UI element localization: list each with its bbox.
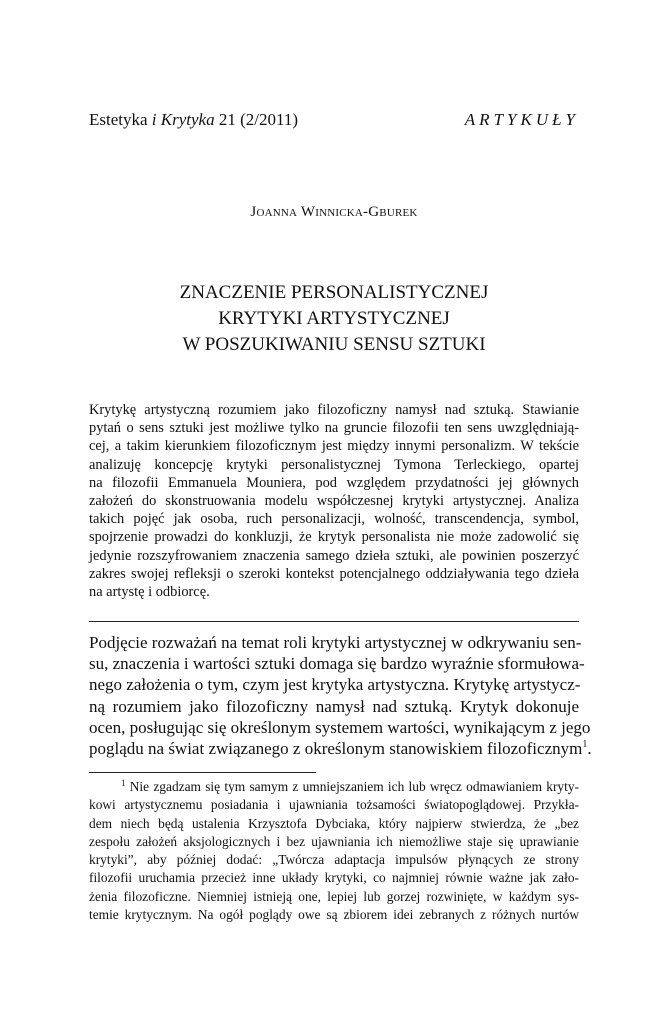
footnote-line: dem niech będą ustalenia Krzysztofa Dybciaka, który najpierw stwierdza, że „bez bbox=[89, 815, 579, 831]
abstract-line: cej, a takim kierunkiem filozoficznym jest między innymi personalizm. W tekście bbox=[89, 438, 579, 455]
footnote-line: kowi artystycznemu posiadania i ujawniania tożsamości światopoglądowej. Przykła- bbox=[89, 797, 579, 813]
journal-name-italic-krytyka: Krytyka bbox=[160, 110, 215, 129]
footnote-line: zespołu założeń aksjologicznych i bez ujawniania ich niemożliwe staje się uprawianie bbox=[89, 833, 579, 849]
journal-issue: 21 (2/2011) bbox=[214, 110, 299, 129]
body-line: poglądu na świat związanego z określonym stanowiskiem filozoficznym bbox=[89, 738, 583, 758]
article-title bbox=[89, 280, 579, 358]
footnote-line: krytyki”, aby później dodać: „Twórcza adaptacja impulsów płynących ze strony bbox=[89, 852, 579, 868]
abstract-line: spojrzenie prowadzi do konkluzji, że krytyk personalista nie może zadowolić się bbox=[89, 529, 579, 546]
body-line: su, znaczenia i wartości sztuki domaga się bardzo wyraźnie sformułowa- bbox=[89, 654, 585, 674]
footnote bbox=[89, 778, 579, 924]
abstract-line: Krytykę artystyczną rozumiem jako filozoficzny namysł nad sztuką. Stawianie bbox=[89, 402, 579, 418]
footnote-number: 1 bbox=[121, 778, 126, 788]
abstract-line: na artystę i odbiorcę. bbox=[89, 583, 210, 600]
footnote-line bbox=[89, 778, 579, 796]
abstract-line: pytań o sens sztuki jest możliwe tylko na gruncie filozofii ten sens uwzględniają- bbox=[89, 420, 579, 437]
journal-name-part: Estetyka bbox=[89, 110, 152, 129]
abstract bbox=[89, 401, 579, 601]
abstract-line: zakres swojej refleksji o szeroki kontekst potencjalnego oddziaływania tego dzieła bbox=[89, 565, 579, 582]
abstract-line: na filozofii Emmanuela Mouniera, pod względem przydatności jej głównych bbox=[89, 474, 579, 491]
title-line: ZNACZENIE PERSONALISTYCZNEJ bbox=[179, 282, 489, 303]
abstract-line: analizuję koncepcję krytyki personalistycznej Tymona Terleckiego, opartej bbox=[89, 456, 579, 473]
body-line: Podjęcie rozważań na temat roli krytyki artystycznej w odkrywaniu sen- bbox=[89, 633, 582, 652]
footnote-reference[interactable]: 1 bbox=[582, 738, 588, 750]
body-paragraph bbox=[89, 632, 592, 759]
body-line: ną rozumiem jako filozoficzny namysł nad sztuką. Krytyk dokonuje bbox=[89, 696, 579, 716]
abstract-line: założeń do skonstruowania modelu współczesnej krytyki artystycznej. Analiza bbox=[89, 492, 579, 509]
author-name: Joanna Winnicka-Gburek bbox=[250, 204, 418, 220]
footnote-line: filozofii uruchamia przecież inne układy krytyki, co najmniej równie ważne jak zało- bbox=[89, 870, 579, 886]
body-line-final bbox=[89, 738, 592, 759]
abstract-divider bbox=[89, 621, 579, 622]
body-line: nego założenia o tym, czym jest krytyka artystyczna. Krytykę artystycz- bbox=[89, 675, 581, 695]
abstract-line: jedynie rozszyfrowaniem znaczenia samego dzieła sztuki, ale powinien poszerzyć bbox=[89, 547, 579, 564]
title-line: KRYTYKI ARTYSTYCZNEJ bbox=[218, 308, 450, 329]
section-label: ARTYKUŁY bbox=[464, 110, 579, 129]
footnote-line: temie krytycznym. Na ogół poglądy owe są zbiorem idei zebranych z różnych nurtów bbox=[89, 907, 579, 923]
journal-name-italic-i: i bbox=[151, 110, 157, 129]
body-line: ocen, posługując się określonym systemem wartości, wynikającym z jego bbox=[89, 717, 591, 737]
journal-citation bbox=[89, 108, 298, 132]
title-line: W POSZUKIWANIU SENSU SZTUKI bbox=[182, 334, 486, 355]
abstract-line: takich pojęć jak osoba, ruch personalizacji, wolność, transcendencja, symbol, bbox=[89, 511, 579, 528]
footnote-line: żenia filozoficzne. Niemniej istnieją one, lepiej lub gorzej rozwinięte, w każdym sys- bbox=[89, 888, 579, 904]
running-header bbox=[89, 108, 579, 132]
body-period: . bbox=[587, 738, 592, 758]
footnote-text: Nie zgadzam się tym samym z umniejszaniem ich lub wręcz odmawianiem kryty- bbox=[125, 779, 579, 794]
footnote-divider bbox=[89, 772, 316, 773]
